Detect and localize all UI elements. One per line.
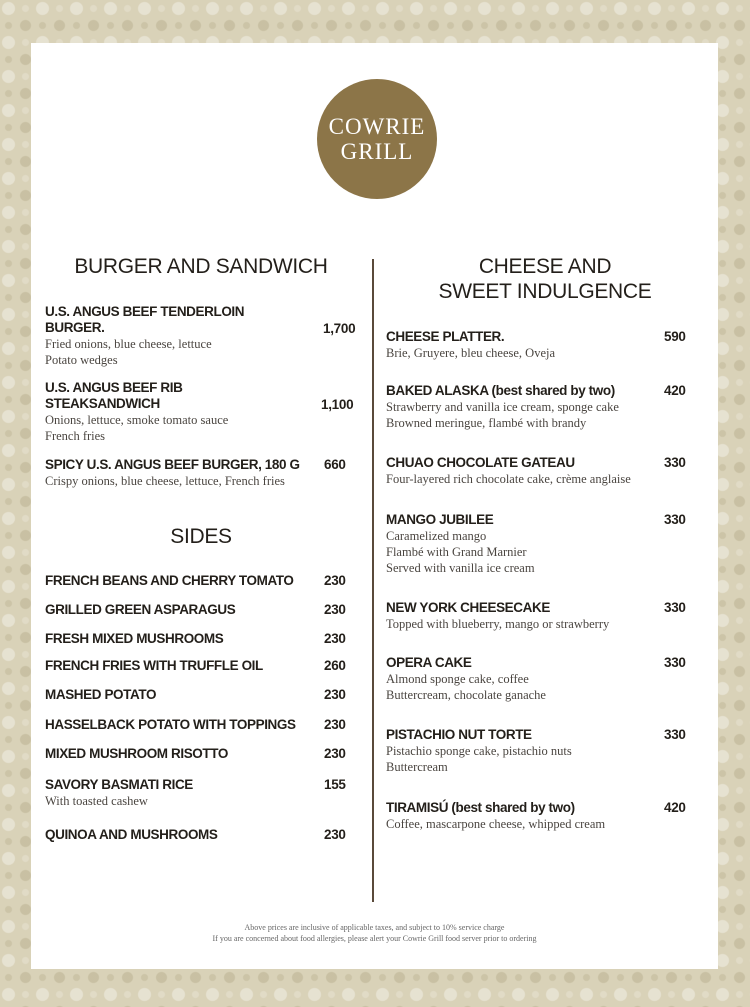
item-price: 1,700 <box>323 321 356 336</box>
item-desc: With toasted cashew <box>45 794 148 808</box>
item-name: OPERA CAKE <box>386 655 472 670</box>
menu-item <box>386 455 692 487</box>
item-name: QUINOA AND MUSHROOMS <box>45 827 218 842</box>
item-price: 230 <box>324 602 346 617</box>
menu-item <box>45 717 357 733</box>
item-desc: Potato wedges <box>45 353 118 367</box>
item-price: 230 <box>324 746 346 761</box>
item-price: 1,100 <box>321 397 354 412</box>
item-name: NEW YORK CHEESECAKE <box>386 600 550 615</box>
menu-item <box>386 727 692 775</box>
menu-item <box>386 655 692 703</box>
item-desc: Coffee, mascarpone cheese, whipped cream <box>386 817 606 831</box>
burger-section-title: BURGER AND SANDWICH <box>74 255 328 278</box>
item-name <box>386 383 692 399</box>
item-price: 330 <box>664 455 686 470</box>
item-price: 230 <box>324 827 346 842</box>
column-divider <box>372 259 374 902</box>
item-desc: Buttercream <box>386 760 448 774</box>
item-price: 330 <box>664 512 686 527</box>
item-price: 330 <box>664 600 686 615</box>
menu-item <box>45 380 357 444</box>
item-name: HASSELBACK POTATO WITH TOPPINGS <box>45 717 296 732</box>
menu-item <box>45 687 357 703</box>
logo-line-2: GRILL <box>340 139 414 164</box>
item-price: 330 <box>664 655 686 670</box>
item-desc: Caramelized mango <box>386 529 487 543</box>
sides-section-title: SIDES <box>170 525 232 548</box>
item-price: 230 <box>324 717 346 732</box>
item-desc: Four-layered rich chocolate cake, crème anglaise <box>386 472 631 486</box>
menu-item <box>45 777 357 809</box>
item-desc: Pistachio sponge cake, pistachio nuts <box>386 744 572 758</box>
footer-note <box>31 922 718 944</box>
item-desc: Almond sponge cake, coffee <box>386 672 529 686</box>
menu-item <box>45 304 357 368</box>
item-name: U.S. ANGUS BEEF RIB STEAKSANDWICH <box>45 380 183 411</box>
menu-item <box>386 600 692 632</box>
cheese-title-line-2: SWEET INDULGENCE <box>438 280 652 303</box>
cheese-title-line-1: CHEESE AND <box>478 255 612 278</box>
item-price: 660 <box>324 457 346 472</box>
menu-item <box>386 512 692 576</box>
item-name: GRILLED GREEN ASPARAGUS <box>45 602 236 617</box>
menu-item <box>45 746 357 762</box>
item-price: 330 <box>664 727 686 742</box>
item-desc: Served with vanilla ice cream <box>386 561 535 575</box>
item-desc: Buttercream, chocolate ganache <box>386 688 546 702</box>
item-price: 590 <box>664 329 686 344</box>
item-desc: French fries <box>45 429 106 443</box>
item-price: 230 <box>324 687 346 702</box>
item-name: FRENCH FRIES WITH TRUFFLE OIL <box>45 658 263 673</box>
item-name: MIXED MUSHROOM RISOTTO <box>45 746 228 761</box>
item-price: 420 <box>664 383 686 398</box>
menu-item <box>45 827 357 843</box>
item-desc: Fried onions, blue cheese, lettuce <box>45 337 212 351</box>
item-desc: Browned meringue, flambé with brandy <box>386 416 587 430</box>
menu-item <box>45 631 357 647</box>
item-desc: Topped with blueberry, mango or strawberry <box>386 617 610 631</box>
item-name: TIRAMISÚ (best shared by two) <box>386 800 575 815</box>
item-name-text: BAKED ALASKA (best shared by two) <box>386 383 615 398</box>
item-name: PISTACHIO NUT TORTE <box>386 727 532 742</box>
menu-item <box>386 383 692 431</box>
item-desc: Brie, Gruyere, bleu cheese, Oveja <box>386 346 556 360</box>
item-desc: Flambé with Grand Marnier <box>386 545 527 559</box>
menu-item <box>45 602 357 618</box>
cheese-section-title <box>391 254 699 304</box>
footer-line-2: If you are concerned about food allergies, please alert your Cowrie Grill food server prior to ordering <box>212 934 537 943</box>
item-name: CHUAO CHOCOLATE GATEAU <box>386 455 575 470</box>
menu-item <box>45 658 357 674</box>
footer-line-1: Above prices are inclusive of applicable taxes, and subject to 10% service charge <box>244 923 505 932</box>
item-price: 420 <box>664 800 686 815</box>
item-name: MANGO JUBILEE <box>386 512 494 527</box>
item-name: U.S. ANGUS BEEF TENDERLOIN BURGER. <box>45 304 245 335</box>
item-price: 230 <box>324 631 346 646</box>
menu-item <box>386 800 692 832</box>
item-name: SPICY U.S. ANGUS BEEF BURGER, 180 G <box>45 457 300 472</box>
item-name: SAVORY BASMATI RICE <box>45 777 193 792</box>
item-desc: Onions, lettuce, smoke tomato sauce <box>45 413 229 427</box>
item-price: 260 <box>324 658 346 673</box>
item-desc: Crispy onions, blue cheese, lettuce, French fries <box>45 474 285 488</box>
menu-item <box>45 457 357 489</box>
menu-card <box>31 43 718 969</box>
item-price: 230 <box>324 573 346 588</box>
item-desc: Strawberry and vanilla ice cream, sponge cake <box>386 400 619 414</box>
logo-line-1: COWRIE <box>328 114 426 139</box>
cowrie-grill-logo <box>317 79 437 199</box>
item-name: FRENCH BEANS AND CHERRY TOMATO <box>45 573 294 588</box>
item-price: 155 <box>324 777 346 792</box>
item-name: FRESH MIXED MUSHROOMS <box>45 631 224 646</box>
item-name: CHEESE PLATTER. <box>386 329 505 344</box>
item-name: MASHED POTATO <box>45 687 157 702</box>
menu-item <box>45 573 357 589</box>
menu-item <box>386 329 692 361</box>
